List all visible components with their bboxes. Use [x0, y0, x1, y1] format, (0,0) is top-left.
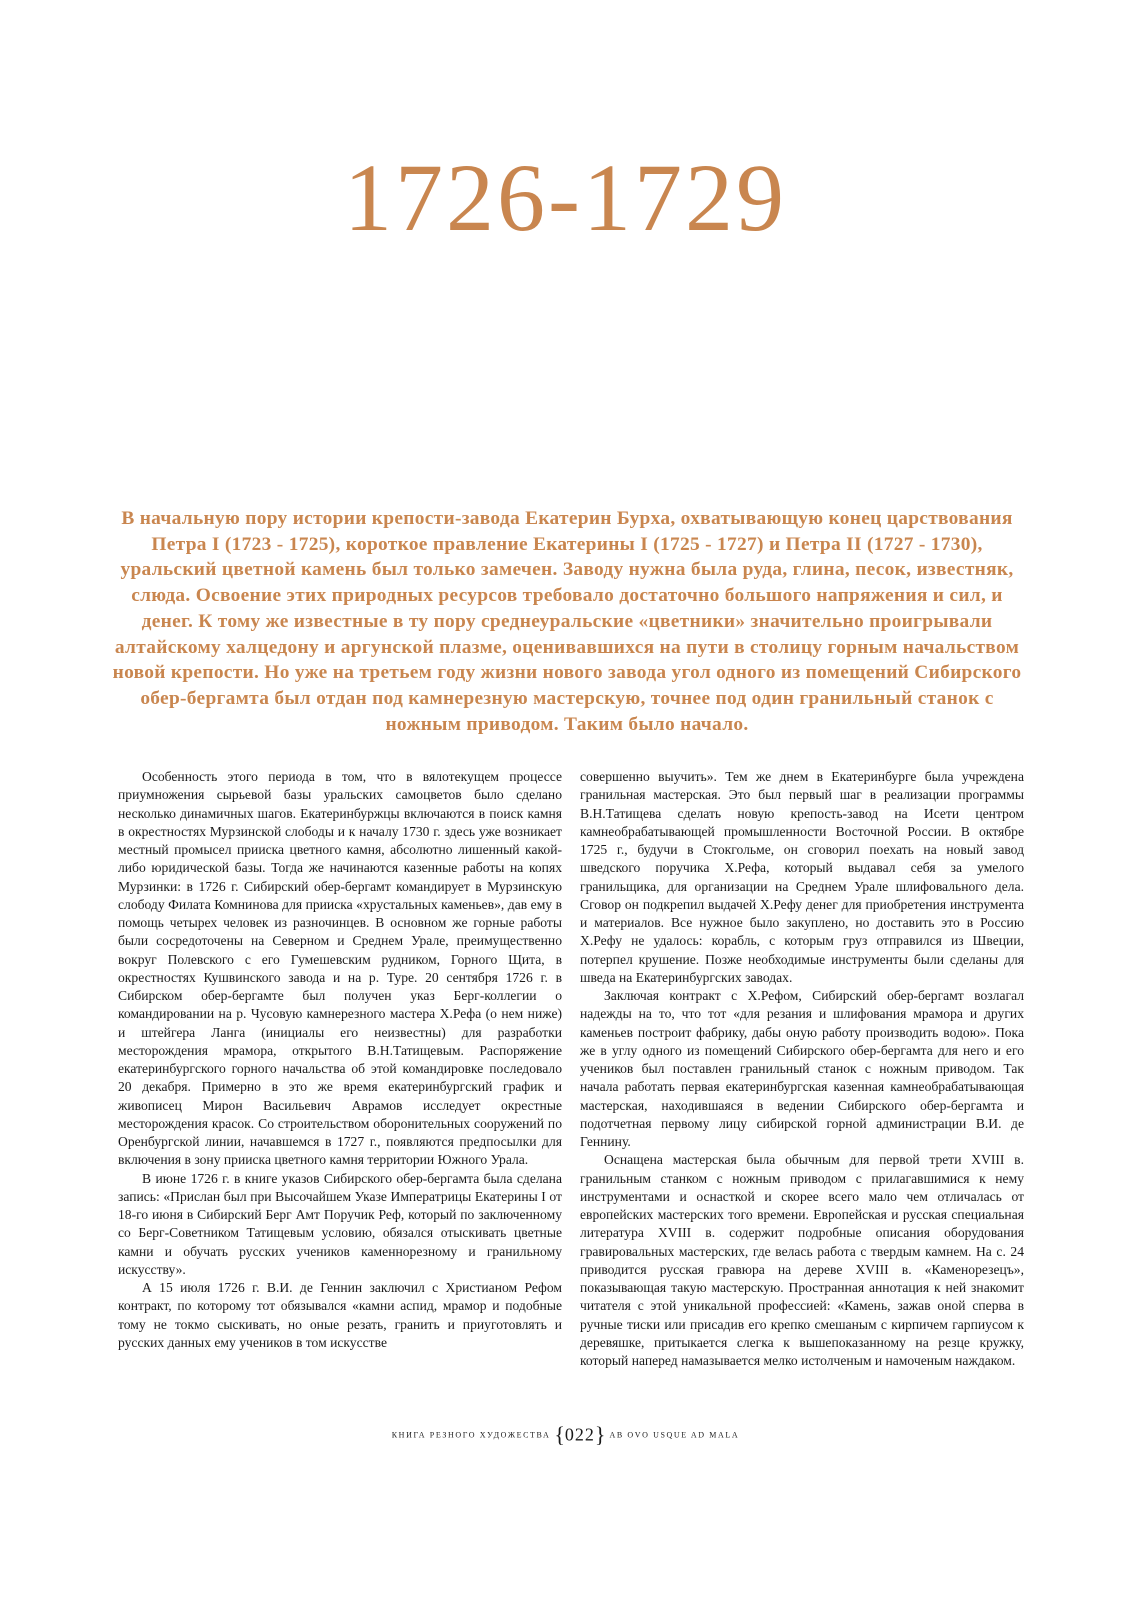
- lead-paragraph: [112, 506, 1022, 737]
- right-text-column: [580, 768, 1024, 1370]
- page-footer: [0, 1422, 1131, 1448]
- body-paragraph: Оснащена мастерская была обычным для первой трети XVIII в. гранильным станком с ножным приводом с прилагавшимися к нему инструментами и оснасткой и скорее всего мало чем отличалась от европейских мастерских того времени. Европейская и русская специальная литература XVIII в. содержит подробные описания оборудования гравировальных мастерских, где велась работа с твердым камнем. На с. 24 приводится русская гравюра на дереве XVIII в. «Каменорезецъ», показывающая такую мастерскую. Пространная аннотация к ней знакомит читателя с этой уникальной профессией: «Камень, зажав оной сперва в ручные тиски или присадив его крепко смешаным с кирпичем гарпиусом к деревяшке, притыкается слегка к вышепоказанному на резце кружку, который наперед намазывается мелко истолченым и намоченым наждаком.: [580, 1152, 1024, 1368]
- footer-motto: AB OVO USQUE AD MALA: [609, 1430, 740, 1440]
- left-text-column: [118, 768, 562, 1352]
- body-paragraph: Особенность этого периода в том, что в вялотекущем процессе приумножения сырьевой базы уральских самоцветов было сделано несколько динамичных шагов. Екатеринбуржцы включаются в поиск камня в окрестностях Мурзинской слободы и к началу 1730 г. здесь уже возникает местный промысел прииска цветного камня, абсолютно лишенный какой-либо юридической базы. Тогда же начинаются казенные работы на копях Мурзинки: в 1726 г. Сибирский обер-бергамт командирует в Мурзинскую слободу Филата Комнинова для прииска «хрустальных каменьев», дав ему в помощь четырех человек из разночинцев. В основном же горные работы были сосредоточены на Северном и Среднем Урале, преимущественно вокруг Полевского с его Гумешевским рудником, Горного Щита, в окрестностях Кушвинского завода и на р. Туре. 20 сентября 1726 г. в Сибирском обер-бергамте был получен указ Берг-коллегии о командировании на р. Чусовую камнерезного мастера Х.Рефа (о нем ниже) и штейгера Ланга (инициалы его неизвестны) для разработки месторождения мрамора, открытого В.Н.Татищевым. Распоряжение екатеринбургского горного начальства об этой командировке последовало 20 декабря. Примерно в это же время екатеринбургский график и живописец Мирон Васильевич Аврамов исследует окрестные месторождения красок. Со строительством оборонительных сооружений по Оренбургской линии, начавшемся в 1727 г., появляются предпосылки для включения в зону прииска цветного камня территории Южного Урала.: [118, 769, 562, 1168]
- book-title: КНИГА РЕЗНОГО ХУДОЖЕСТВА: [391, 1430, 551, 1440]
- body-paragraph: В июне 1726 г. в книге указов Сибирского обер-бергамта была сделана запись: «Прислан был при Высочайшем Указе Императрицы Екатерины I от 18-го июня в Сибирский Берг Амт Поручик Реф, который по заключенному со Берг-Советником Татищевым условию, обязался отыскивать цветные камни и обучать русских учеников каменнорезному и гранильному искусству».: [118, 1170, 562, 1277]
- body-paragraph: совершенно выучить». Тем же днем в Екатеринбурге была учреждена гранильная мастерская. Это был первый шаг в реализации программы В.Н.Татищева сделать новую крепость-завод на Исети центром камнеобрабатывающей промышленности Восточной России. В октябре 1725 г., будучи в Стокгольме, он сговорил поехать на новый завод шведского поручика Х.Рефа, который выдавал себя за умелого гранильщика, для организации на Среднем Урале шлифовального дела. Сговор он подкрепил выдачей Х.Рефу денег для приобретения инструмента и материалов. Все нужное было закуплено, но доставить это в Россию Х.Рефу не удалось: корабль, с которым груз отправился из Швеции, потерпел крушение. Позже необходимые инструменты были сделаны для шведа на Екатеринбургских заводах.: [580, 769, 1024, 985]
- close-brace: }: [594, 1422, 606, 1447]
- body-paragraph: А 15 июля 1726 г. В.И. де Геннин заключил с Христианом Рефом контракт, по которому тот обязывался «камни аспид, мрамор и подобные тому не токмо сыскивать, но оные резать, гранить и приуготовлять и русских данных ему учеников в том искусстве: [118, 1280, 562, 1350]
- open-brace: {: [554, 1422, 565, 1447]
- chapter-years-title: 1726-1729: [344, 144, 787, 251]
- page-number: 022: [564, 1424, 595, 1445]
- lead-text: В начальную пору истории крепости-завода Екатерин Бурха, охватывающую конец царствования Петра I (1723 - 1725), короткое правление Екатерины I (1725 - 1727) и Петра II (1727 - 1730), уральский цветной камень был только замечен. Заводу нужна была руда, глина, песок, известняк, слюда. Освоение этих природных ресурсов требовало достаточно большого напряжения и сил, и денег. К тому же известные в ту пору среднеуральские «цветники» значительно проигрывали алтайскому халцедону и аргунской плазме, оценивавшихся на пути в столицу горным начальством новой крепости. Но уже на третьем году жизни нового завода угол одного из помещений Сибирского обер-бергамта был отдан под камнерезную мастерскую, точнее под один гранильный станок с ножным приводом. Таким было начало.: [112, 508, 1022, 735]
- body-paragraph: Заключая контракт с Х.Рефом, Сибирский обер-бергамт возлагал надежды на то, что тот «для резания и шлифования мрамора и других каменьев построит фабрику, дабы оную работу производить водою». Пока же в углу одного из помещений Сибирского обер-бергамта для него и его учеников был поставлен гранильный станок с ножным приводом. Так начала работать первая екатеринбургская казенная камнеобрабатывающая мастерская, находившаяся в ведении Сибирского обер-бергамта и подотчетная первому лицу сибирской горной администрации В.И. де Геннину.: [580, 988, 1024, 1149]
